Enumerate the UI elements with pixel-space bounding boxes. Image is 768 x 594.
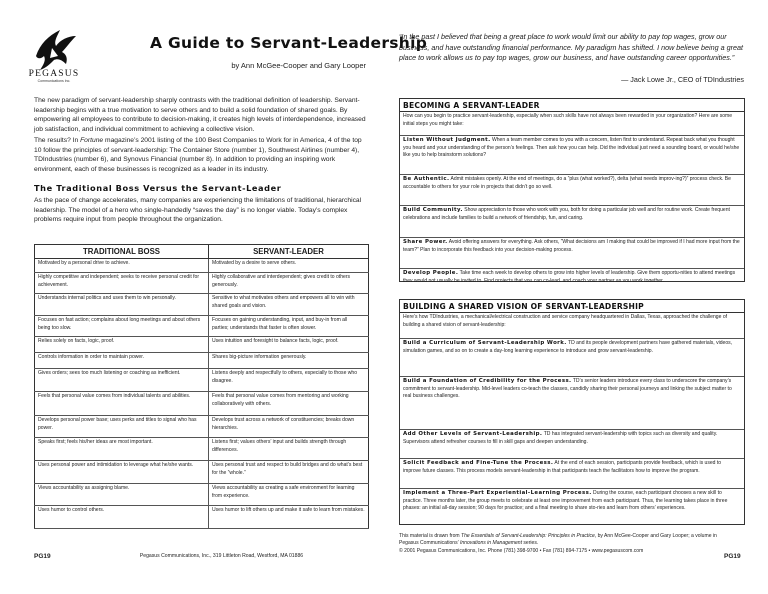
becoming-servant-leader-box (399, 98, 745, 282)
box-title: BUILDING A SHARED VISION OF SERVANT-LEADERSHIP (400, 300, 744, 313)
traditional-cell: Gives orders; sees too much listening or coaching as inefficient. (35, 369, 209, 392)
series-title: Innovations in Management (459, 540, 522, 547)
col-header-traditional: TRADITIONAL BOSS (35, 245, 209, 259)
page-title: A Guide to Servant-Leadership (150, 34, 428, 52)
box-title: BECOMING A SERVANT-LEADER (400, 99, 744, 112)
traditional-cell: Controls information in order to maintain power. (35, 353, 209, 369)
table-row (35, 506, 369, 529)
table-row (35, 369, 369, 392)
servant-cell: Develops trust across a network of constituencies; breaks down hierarchies. (209, 416, 369, 438)
box-item-text: TD has integrated servant-leadership with topics such as diversity and quality. Supervisors attend refresher courses to fill in skill gaps and deepen understanding. (403, 431, 718, 445)
table-row (35, 294, 369, 316)
servant-cell: Motivated by a desire to serve others. (209, 259, 369, 273)
servant-cell: Uses personal trust and respect to build bridges and do what’s best for the “whole.” (209, 461, 369, 484)
col-header-servant: SERVANT-LEADER (209, 245, 369, 259)
box-item-text: At the end of each session, participants provide feedback, which is used to improve future classes. This process models servant-leadership in that participants teach the facilitators how to improve the program. (403, 460, 722, 474)
table-row (35, 337, 369, 353)
traditional-cell: Uses humor to control others. (35, 506, 209, 529)
box-item (400, 269, 744, 282)
traditional-cell: Develops personal power base; uses perks and titles to signal who has power. (35, 416, 209, 438)
page-number-right: PG19 (724, 553, 741, 560)
credit-text-a: This material is drawn from (399, 533, 461, 539)
box-item (400, 430, 744, 459)
servant-cell: Views accountability as creating a safe environment for learning from experience. (209, 484, 369, 506)
fortune-title: Fortune (80, 137, 104, 144)
box-item-text: Take time each week to develop others to grow into higher levels of leadership. Give them opportu-nities to attend meetings they would not usually be invited to. Find projects that you can co-lead, and coach your partner as you work together. (403, 270, 736, 282)
change-paragraph: As the pace of change accelerates, many companies are experiencing the limitations of traditional, hierarchical leadership. The model of a hero who single-handedly “saves the day” is no longer viable. Today’s complex problems require input from people throughout the organization. (34, 197, 362, 224)
traditional-cell: Focuses on fast action; complains about long meetings and about others being too slow. (35, 316, 209, 337)
box-item-head: Solicit Feedback and Fine-Tune the Process. (403, 460, 554, 466)
traditional-cell: Relies solely on facts, logic, proof. (35, 337, 209, 353)
servant-cell: Feels that personal value comes from mentoring and working collaboratively with others. (209, 392, 369, 416)
servant-cell: Shares big-picture information generously. (209, 353, 369, 369)
traditional-cell: Understands internal politics and uses them to win personally. (35, 294, 209, 316)
credit-text-b: , by Ann McGee-Cooper and Gary Looper; a volume in Pegasus Communications’ (399, 533, 717, 547)
ceo-quote: “In the past I believed that being a great place to work would limit our ability to pay top wages, grow our business, and have outstanding financial performance. My paradigm has shifted. I now believe being a great place to work allows us to pay top wages, grow our business, and have outstanding career opportunities.” (399, 32, 744, 63)
box-item-text: When a team member comes to you with a concern, listen first to understand. Repeat back what you thought you heard and your understanding of the person’s feelings. Then ask how you can help. Did the individual just need a sounding board, or would he/she like you to help brainstorm solutions? (403, 137, 740, 159)
traditional-cell: Highly competitive and independent; seeks to receive personal credit for achievement. (35, 273, 209, 294)
box-item-head: Listen Without Judgment. (403, 137, 491, 143)
box-item-head: Build a Foundation of Credibility for the Process. (403, 378, 572, 384)
table-row (35, 353, 369, 369)
table-row (35, 438, 369, 461)
pegasus-tagline: Communications Inc. (37, 79, 71, 83)
box-item (400, 377, 744, 430)
traditional-cell: Views accountability as assigning blame. (35, 484, 209, 506)
traditional-cell: Feels that personal value comes from individual talents and abilities. (35, 392, 209, 416)
comparison-table (34, 244, 369, 529)
source-credit (399, 533, 729, 555)
servant-cell: Focuses on gaining understanding, input, and buy-in from all parties; understands that faster is often slower. (209, 316, 369, 337)
box-item (400, 459, 744, 489)
box-intro: Here’s how TDIndustries, a mechanical/electrical construction and service company headquartered in Dallas, Texas, approached the challenge of building a shared vision of servant-leadership: (400, 313, 744, 339)
servant-cell: Listens deeply and respectfully to others, especially to those who disagree. (209, 369, 369, 392)
box-item-head: Share Power. (403, 239, 448, 245)
table-row (35, 273, 369, 294)
table-header-row (35, 245, 369, 259)
box-item-head: Implement a Three-Part Experiential-Learning Process. (403, 490, 592, 496)
box-item (400, 238, 744, 269)
table-row (35, 416, 369, 438)
box-item-head: Add Other Levels of Servant-Leadership. (403, 431, 543, 437)
results-text-b: magazine’s 2001 listing of the 100 Best Companies to Work for in America, 4 of the top 10 follow the principles of servant-leadership: The Container Store (number 1), Southwest Airlines (number 4), TDIndustries (number 6), and Synovus Financial (number 8). In addition to providing an inspiring work environment, each of these businesses is recognized as a leader in its industry. (34, 137, 362, 174)
table-row (35, 484, 369, 506)
box-item (400, 489, 744, 525)
servant-cell: Sensitive to what motivates others and empowers all to win with shared goals and vision. (209, 294, 369, 316)
box-item-text: During the course, each participant chooses a new skill to practice. Three months later, the group meets to celebrate at least one improvement from each participant. Thus, the learning takes place in three phases: an initial all-day session; 90 days for practice; and a final meeting to share sto-ries and learn from others’ experiences. (403, 490, 728, 512)
box-item-head: Develop People. (403, 270, 459, 276)
traditional-cell: Motivated by a personal drive to achieve. (35, 259, 209, 273)
table-row (35, 259, 369, 273)
servant-cell: Uses intuition and foresight to balance facts, logic, proof. (209, 337, 369, 353)
servant-cell: Highly collaborative and interdependent; gives credit to others generously. (209, 273, 369, 294)
shared-vision-box (399, 299, 745, 525)
box-item-text: Admit mistakes openly. At the end of meetings, do a “plus (what worked?), delta (what needs improv-ing?)” process check. Be accountable to others for your role in projects that didn’t go so well. (403, 176, 731, 190)
box-intro: How can you begin to practice servant-leadership, especially when such skills have not always been rewarded in your organization? Here are some initial steps you might take: (400, 112, 744, 136)
results-paragraph (34, 136, 367, 175)
box-item (400, 136, 744, 175)
page-number-left: PG19 (34, 553, 51, 560)
servant-cell: Listens first; values others’ input and builds strength through differences. (209, 438, 369, 461)
servant-cell: Uses humor to lift others up and make it safe to learn from mistakes. (209, 506, 369, 529)
table-row (35, 392, 369, 416)
section-subhead: The Traditional Boss Versus the Servant-Leader (34, 183, 282, 193)
table-row (35, 461, 369, 484)
box-item-text: TD’s senior leaders introduce every class to underscore the company’s commitment to servant-leadership. Mid-level leaders co-teach the classes, candidly sharing their personal journeys and linking the subject matter to real business challenges. (403, 378, 732, 400)
traditional-cell: Uses personal power and intimidation to leverage what he/she wants. (35, 461, 209, 484)
box-item-head: Build Community. (403, 207, 463, 213)
intro-paragraph: The new paradigm of servant-leadership sharply contrasts with the traditional definition of leadership. Servant-leadership begins with a true motivation to serve others and to build a solid foundation of shared goals. By empowering all employees to contribute to decision-making, it creates high levels of interdependence, increased job satisfaction, and individual commitment to achieving a collective vision. (34, 97, 366, 134)
results-text-a: The results? In (34, 137, 81, 144)
quote-attribution: — Jack Lowe Jr., CEO of TDIndustries (621, 75, 744, 84)
book-title: The Essentials of Servant-Leadership: Principles in Practice (460, 533, 595, 539)
byline: by Ann McGee-Cooper and Gary Looper (231, 61, 366, 70)
box-item (400, 175, 744, 206)
box-item-text: Avoid offering answers for everything. Ask others, “What decisions am I making that could be improved if I had more input from the team?” Plan to incorporate this feedback into your decision-making process. (403, 239, 740, 253)
pegasus-logo-icon (30, 26, 80, 72)
box-item-head: Be Authentic. (403, 176, 450, 182)
traditional-cell: Speaks first; feels his/her ideas are most important. (35, 438, 209, 461)
table-row (35, 316, 369, 337)
box-item (400, 339, 744, 377)
pegasus-wordmark: PEGASUS (28, 69, 80, 79)
box-item (400, 206, 744, 238)
box-item-text: Show appreciation to those who work with you, both for doing a particular job well and for routine work. Create frequent celebrations and include families to build a network of friendship, fun, and caring. (403, 207, 730, 221)
box-item-head: Build a Curriculum of Servant-Leadership Work. (403, 340, 567, 346)
copyright-line: © 2001 Pegasus Communications, Inc. Phone (781) 398-9700 • Fax (781) 894-7175 • www.pegasuscom.com (399, 547, 644, 554)
box-item-text: TD and its people development partners have gathered materials, videos, simulation games, and so on to create a day-long learning experience to introduce and grow servant-leadership. (403, 340, 733, 354)
credit-text-c: series. (521, 540, 539, 547)
publisher-address: Pegasus Communications, Inc., 319 Littleton Road, Westford, MA 01886 (139, 553, 304, 559)
